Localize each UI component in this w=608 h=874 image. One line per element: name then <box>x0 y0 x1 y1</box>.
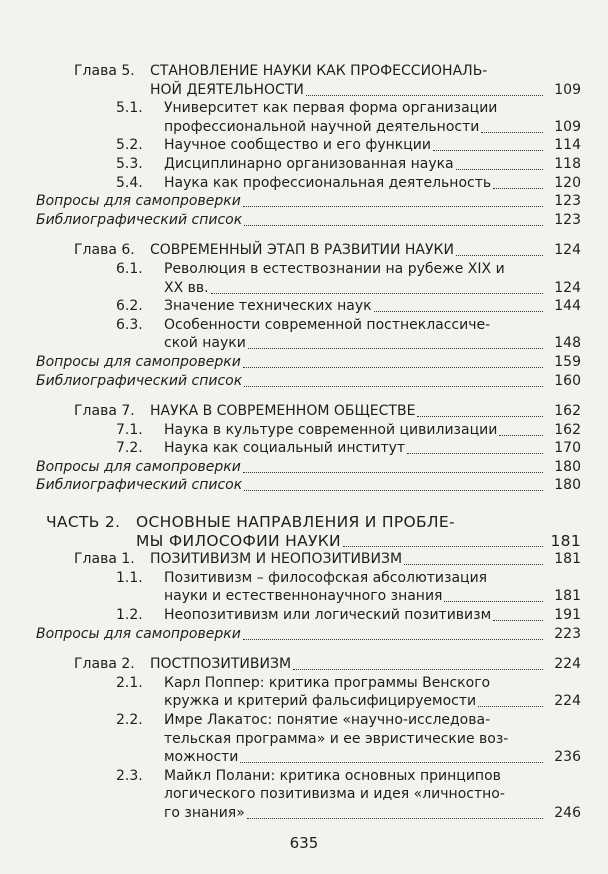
dot-leader <box>244 476 543 491</box>
dot-leader <box>247 804 543 819</box>
section-number: 7.2. <box>116 440 143 457</box>
toc-page-number: 144 <box>554 298 581 315</box>
toc-entry[interactable] <box>36 62 581 99</box>
toc-page-number: 160 <box>554 372 581 389</box>
toc-entry-title: профессиональной научной деятельности <box>164 118 480 135</box>
toc-entry[interactable] <box>36 767 581 823</box>
dot-leader <box>444 587 543 602</box>
dot-leader <box>499 421 543 436</box>
dot-leader <box>417 402 543 417</box>
toc-entry-title: Позитивизм – философская абсолютизация <box>164 569 488 586</box>
dot-leader <box>478 692 543 707</box>
dot-leader <box>493 606 543 621</box>
section-number: 2.1. <box>116 674 143 691</box>
toc-page-number: 124 <box>554 242 581 259</box>
toc-entry-title: Наука в культуре современной цивилизации <box>164 421 498 438</box>
toc-page-number: 123 <box>554 193 581 210</box>
toc-entry[interactable] <box>36 353 581 372</box>
toc-entry-title: Дисциплинарно организованная наука <box>164 155 454 172</box>
dot-leader <box>240 748 543 763</box>
toc-entry-title: Наука как профессиональная деятельность <box>164 174 492 191</box>
toc-entry[interactable] <box>36 192 581 211</box>
toc-page-number: 223 <box>554 625 581 642</box>
toc-entry-title: можности <box>164 749 239 766</box>
toc-entry[interactable] <box>36 260 581 297</box>
part-number: ЧАСТЬ 2. <box>46 513 121 532</box>
section-number: 5.4. <box>116 174 143 191</box>
chapter-number: Глава 7. <box>74 403 135 420</box>
toc-entry-title: Имре Лакатос: понятие «научно-исследова- <box>164 712 491 728</box>
toc-entry-title: Майкл Полани: критика основных принципов <box>164 767 501 784</box>
toc-page-number: 181 <box>554 588 581 605</box>
dot-leader <box>404 550 543 565</box>
toc-entry[interactable] <box>36 655 581 674</box>
chapter-number: Глава 1. <box>74 551 135 568</box>
toc-entry[interactable] <box>36 606 581 625</box>
toc-page-number: 224 <box>554 693 581 710</box>
section-number: 2.2. <box>116 712 143 728</box>
dot-leader <box>374 297 543 312</box>
toc-entry-title: XX вв. <box>164 279 209 296</box>
section-number: 5.3. <box>116 155 143 172</box>
toc-entry-title: ской науки <box>164 335 246 352</box>
section-number: 2.3. <box>116 767 143 784</box>
toc-entry-title: Вопросы для самопроверки <box>36 458 241 475</box>
toc-entry-title: СТАНОВЛЕНИЕ НАУКИ КАК ПРОФЕССИОНАЛЬ- <box>150 63 488 79</box>
dot-leader <box>481 118 543 133</box>
toc-page-number: 236 <box>554 749 581 766</box>
section-number: 6.1. <box>116 260 143 277</box>
toc-entry-title: ОСНОВНЫЕ НАПРАВЛЕНИЯ И ПРОБЛЕ- <box>136 513 455 532</box>
dot-leader <box>343 532 543 547</box>
toc-entry-title: ПОЗИТИВИЗМ И НЕОПОЗИТИВИЗМ <box>150 551 403 568</box>
section-number: 5.2. <box>116 137 143 154</box>
toc-page-number: 170 <box>554 440 581 457</box>
toc-entry-title: Особенности современной постнеклассиче- <box>164 316 491 333</box>
toc-page-number: 109 <box>554 118 581 135</box>
toc-page-number: 181 <box>550 531 581 550</box>
toc-entry-title: Библиографический список <box>36 372 243 389</box>
toc-entry[interactable] <box>36 625 581 644</box>
toc-page-number: 191 <box>554 607 581 624</box>
toc-entry-title: Значение технических наук <box>164 298 372 315</box>
toc-entry-title: Вопросы для самопроверки <box>36 353 241 370</box>
toc-entry-title: логического позитивизма и идея «личностно- <box>164 786 505 803</box>
toc-page-number: 114 <box>554 137 581 154</box>
toc-entry[interactable] <box>36 99 581 136</box>
page-number: 635 <box>289 834 319 852</box>
toc-entry-title: Революция в естествознании на рубеже XIX и <box>164 260 505 277</box>
toc-entry[interactable] <box>36 711 581 767</box>
toc-entry-title: НАУКА В СОВРЕМЕННОМ ОБЩЕСТВЕ <box>150 403 416 420</box>
dot-leader <box>243 458 543 473</box>
toc-entry-title: Вопросы для самопроверки <box>36 625 241 642</box>
toc-entry-title: кружка и критерий фальсифицируемости <box>164 693 477 710</box>
toc-page-number: 180 <box>554 458 581 475</box>
toc-entry-title: Карл Поппер: критика программы Венского <box>164 674 491 691</box>
toc-page-number: 148 <box>554 335 581 352</box>
toc-entry-title: науки и естественнонаучного знания <box>164 588 443 605</box>
dot-leader <box>244 372 543 387</box>
dot-leader <box>456 241 543 256</box>
toc-page-number: 120 <box>554 174 581 191</box>
toc-entry-title: Наука как социальный институт <box>164 440 406 457</box>
dot-leader <box>433 136 543 151</box>
dot-leader <box>293 655 543 670</box>
toc-entry[interactable] <box>36 211 581 230</box>
toc-entry-title: Научное сообщество и его функции <box>164 137 431 154</box>
dot-leader <box>211 279 543 294</box>
toc-entry[interactable] <box>36 297 581 316</box>
toc-entry[interactable] <box>36 421 581 440</box>
dot-leader <box>243 192 543 207</box>
toc-entry[interactable] <box>36 439 581 458</box>
toc-page-number: 162 <box>554 403 581 420</box>
toc-entry[interactable] <box>36 550 581 569</box>
dot-leader <box>248 334 543 349</box>
section-number: 6.2. <box>116 298 143 315</box>
section-number: 7.1. <box>116 421 143 438</box>
toc-entry[interactable] <box>36 476 581 495</box>
toc-entry[interactable] <box>36 241 581 260</box>
section-number: 1.1. <box>116 569 143 586</box>
toc-entry[interactable] <box>36 674 581 711</box>
toc-entry-title: Библиографический список <box>36 477 243 494</box>
toc-page-number: 124 <box>554 279 581 296</box>
toc-entry[interactable] <box>36 136 581 155</box>
toc-page-number: 246 <box>554 804 581 821</box>
chapter-number: Глава 6. <box>74 242 135 259</box>
toc-entry-title: Библиографический список <box>36 211 243 228</box>
toc-entry[interactable] <box>36 316 581 353</box>
toc-page-number: 162 <box>554 421 581 438</box>
dot-leader <box>244 211 543 226</box>
toc-page-number: 180 <box>554 477 581 494</box>
toc-entry-title: го знания» <box>164 804 245 821</box>
toc-page-number: 181 <box>554 551 581 568</box>
section-number: 5.1. <box>116 100 143 117</box>
toc-entry-title: тельская программа» и ее эвристические воз- <box>164 730 509 747</box>
toc-entry-title: МЫ ФИЛОСОФИИ НАУКИ <box>136 531 341 550</box>
toc-page-number: 224 <box>554 656 581 673</box>
toc-entry-title: Вопросы для самопроверки <box>36 193 241 210</box>
toc-page-number: 109 <box>554 81 581 98</box>
chapter-number: Глава 2. <box>74 656 135 673</box>
toc-page-number: 123 <box>554 211 581 228</box>
toc-entry[interactable] <box>36 174 581 193</box>
dot-leader <box>456 155 543 170</box>
toc-entry-title: НОЙ ДЕЯТЕЛЬНОСТИ <box>150 81 304 98</box>
dot-leader <box>407 439 543 454</box>
dot-leader <box>493 174 543 189</box>
toc-entry[interactable] <box>36 458 581 477</box>
toc-entry[interactable] <box>36 402 581 421</box>
toc-entry-title: СОВРЕМЕННЫЙ ЭТАП В РАЗВИТИИ НАУКИ <box>150 242 454 259</box>
toc-page-number: 118 <box>554 155 581 172</box>
toc-page-number: 159 <box>554 353 581 370</box>
toc-entry-title: ПОСТПОЗИТИВИЗМ <box>150 656 292 673</box>
table-of-contents <box>36 62 581 823</box>
toc-entry[interactable] <box>36 569 581 606</box>
dot-leader <box>243 353 543 368</box>
dot-leader <box>243 625 543 640</box>
toc-entry-title: Университет как первая форма организации <box>164 100 498 117</box>
toc-entry[interactable] <box>36 513 581 550</box>
toc-entry[interactable] <box>36 155 581 174</box>
chapter-number: Глава 5. <box>74 63 135 79</box>
toc-entry[interactable] <box>36 372 581 391</box>
section-number: 1.2. <box>116 607 143 624</box>
dot-leader <box>306 81 543 96</box>
section-number: 6.3. <box>116 316 143 333</box>
toc-entry-title: Неопозитивизм или логический позитивизм <box>164 607 492 624</box>
